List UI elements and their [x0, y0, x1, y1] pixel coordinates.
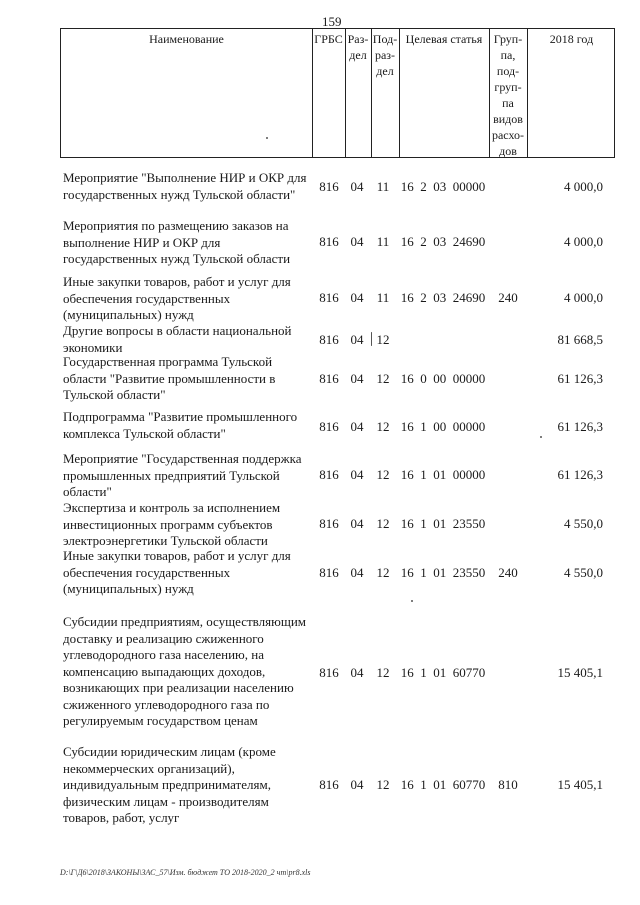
- file-path-footer: D:\Г\Д6\2018\ЗАКОНЫ\ЗАС_57\Изм. бюджет ТО 2018-2020_2 чт\pr8.xls: [60, 868, 311, 877]
- scan-speck: [371, 332, 372, 346]
- row-razdel: 04: [350, 419, 364, 434]
- row-group: 240: [498, 565, 518, 580]
- row-name: Иные закупки товаров, работ и услуг для обеспечения государственных (муниципальных) нужд: [63, 274, 291, 322]
- row-name: Подпрограмма "Развитие промышленного комплекса Тульской области": [63, 409, 298, 441]
- row-podrazdel: 12: [376, 565, 390, 580]
- row-grbs: 816: [319, 290, 339, 305]
- header-razdel: Раз- дел: [347, 32, 369, 62]
- row-grbs: 816: [319, 419, 339, 434]
- table-header: [60, 28, 615, 158]
- row-amount: 4 550,0: [564, 516, 603, 531]
- column-divider: [399, 29, 400, 157]
- row-grbs: 816: [319, 371, 339, 386]
- row-target: 16 1 01 23550: [400, 516, 486, 531]
- row-name: Государственная программа Тульской области "Развитие промышленности в Тульской области": [63, 354, 276, 402]
- row-podrazdel: 12: [376, 665, 390, 680]
- row-grbs: 816: [319, 665, 339, 680]
- row-target: 16 2 03 24690: [400, 290, 486, 305]
- row-amount: 4 000,0: [564, 234, 603, 249]
- row-target: 16 2 03 00000: [400, 179, 486, 194]
- row-amount: 81 668,5: [557, 332, 603, 347]
- row-razdel: 04: [350, 332, 364, 347]
- header-target-article: Целевая статья: [405, 32, 483, 46]
- row-target: 16 1 01 60770: [400, 777, 486, 792]
- row-amount: 61 126,3: [557, 419, 603, 434]
- row-name: Другие вопросы в области национальной экономики: [63, 323, 292, 355]
- header-podrazdel: Под- раз- дел: [372, 32, 398, 78]
- row-grbs: 816: [319, 565, 339, 580]
- row-razdel: 04: [350, 179, 364, 194]
- row-grbs: 816: [319, 179, 339, 194]
- header-year-2018: 2018 год: [549, 32, 594, 46]
- row-grbs: 816: [319, 467, 339, 482]
- row-amount: 4 000,0: [564, 179, 603, 194]
- row-amount: 4 550,0: [564, 565, 603, 580]
- column-divider: [527, 29, 528, 157]
- row-name: Мероприятия по размещению заказов на выполнение НИР и ОКР для государственных нужд Тульской области: [63, 218, 291, 266]
- row-target: 16 1 01 00000: [400, 467, 486, 482]
- row-razdel: 04: [350, 467, 364, 482]
- header-name: Наименование: [149, 32, 224, 46]
- row-podrazdel: 11: [376, 179, 390, 194]
- scan-speck: [411, 600, 413, 602]
- row-name: Мероприятие "Государственная поддержка промышленных предприятий Тульской области": [63, 451, 302, 499]
- row-podrazdel: 12: [376, 777, 390, 792]
- row-razdel: 04: [350, 665, 364, 680]
- row-target: 16 2 03 24690: [400, 234, 486, 249]
- row-podrazdel: 11: [376, 234, 390, 249]
- scan-speck: [266, 137, 268, 139]
- row-amount: 15 405,1: [557, 665, 603, 680]
- header-expense-group: Груп- па, под- груп- па видов расхо- дов: [491, 32, 525, 158]
- row-amount: 61 126,3: [557, 467, 603, 482]
- row-amount: 4 000,0: [564, 290, 603, 305]
- row-podrazdel: 11: [376, 290, 390, 305]
- row-group: 240: [498, 290, 518, 305]
- row-grbs: 816: [319, 777, 339, 792]
- row-grbs: 816: [319, 234, 339, 249]
- row-podrazdel: 12: [376, 371, 390, 386]
- scan-speck: [540, 436, 542, 438]
- row-name: Мероприятие "Выполнение НИР и ОКР для государственных нужд Тульской области": [63, 170, 307, 202]
- row-podrazdel: 12: [376, 516, 390, 531]
- row-amount: 61 126,3: [557, 371, 603, 386]
- row-name: Субсидии юридическим лицам (кроме некоммерческих организаций), индивидуальным предпринимателям, физическим лицам - производителям товаров, работ, услуг: [63, 744, 276, 825]
- page-number: 159: [322, 14, 342, 29]
- row-grbs: 816: [319, 516, 339, 531]
- row-razdel: 04: [350, 290, 364, 305]
- row-razdel: 04: [350, 371, 364, 386]
- row-target: 16 1 01 60770: [400, 665, 486, 680]
- row-amount: 15 405,1: [557, 777, 603, 792]
- row-group: 810: [498, 777, 518, 792]
- header-grbs: ГРБС: [314, 32, 343, 46]
- row-target: 16 1 00 00000: [400, 419, 486, 434]
- row-razdel: 04: [350, 234, 364, 249]
- row-razdel: 04: [350, 777, 364, 792]
- row-razdel: 04: [350, 516, 364, 531]
- row-podrazdel: 12: [376, 419, 390, 434]
- row-grbs: 816: [319, 332, 339, 347]
- row-podrazdel: 12: [376, 467, 390, 482]
- column-divider: [312, 29, 313, 157]
- row-podrazdel: 12: [376, 332, 390, 347]
- row-name: Иные закупки товаров, работ и услуг для обеспечения государственных (муниципальных) нужд: [63, 548, 291, 596]
- row-target: 16 0 00 00000: [400, 371, 486, 386]
- row-name: Субсидии предприятиям, осуществляющим доставку и реализацию сжиженного углеводородного газа населению, на компенсацию выпадающих доходов, возникающих при реализации населению сжиженного углеводородного газа по регулируемым государством ценам: [63, 614, 307, 728]
- row-target: 16 1 01 23550: [400, 565, 486, 580]
- row-razdel: 04: [350, 565, 364, 580]
- row-name: Экспертиза и контроль за исполнением инвестиционных программ субъектов электроэнергетики Тульской области: [63, 500, 281, 548]
